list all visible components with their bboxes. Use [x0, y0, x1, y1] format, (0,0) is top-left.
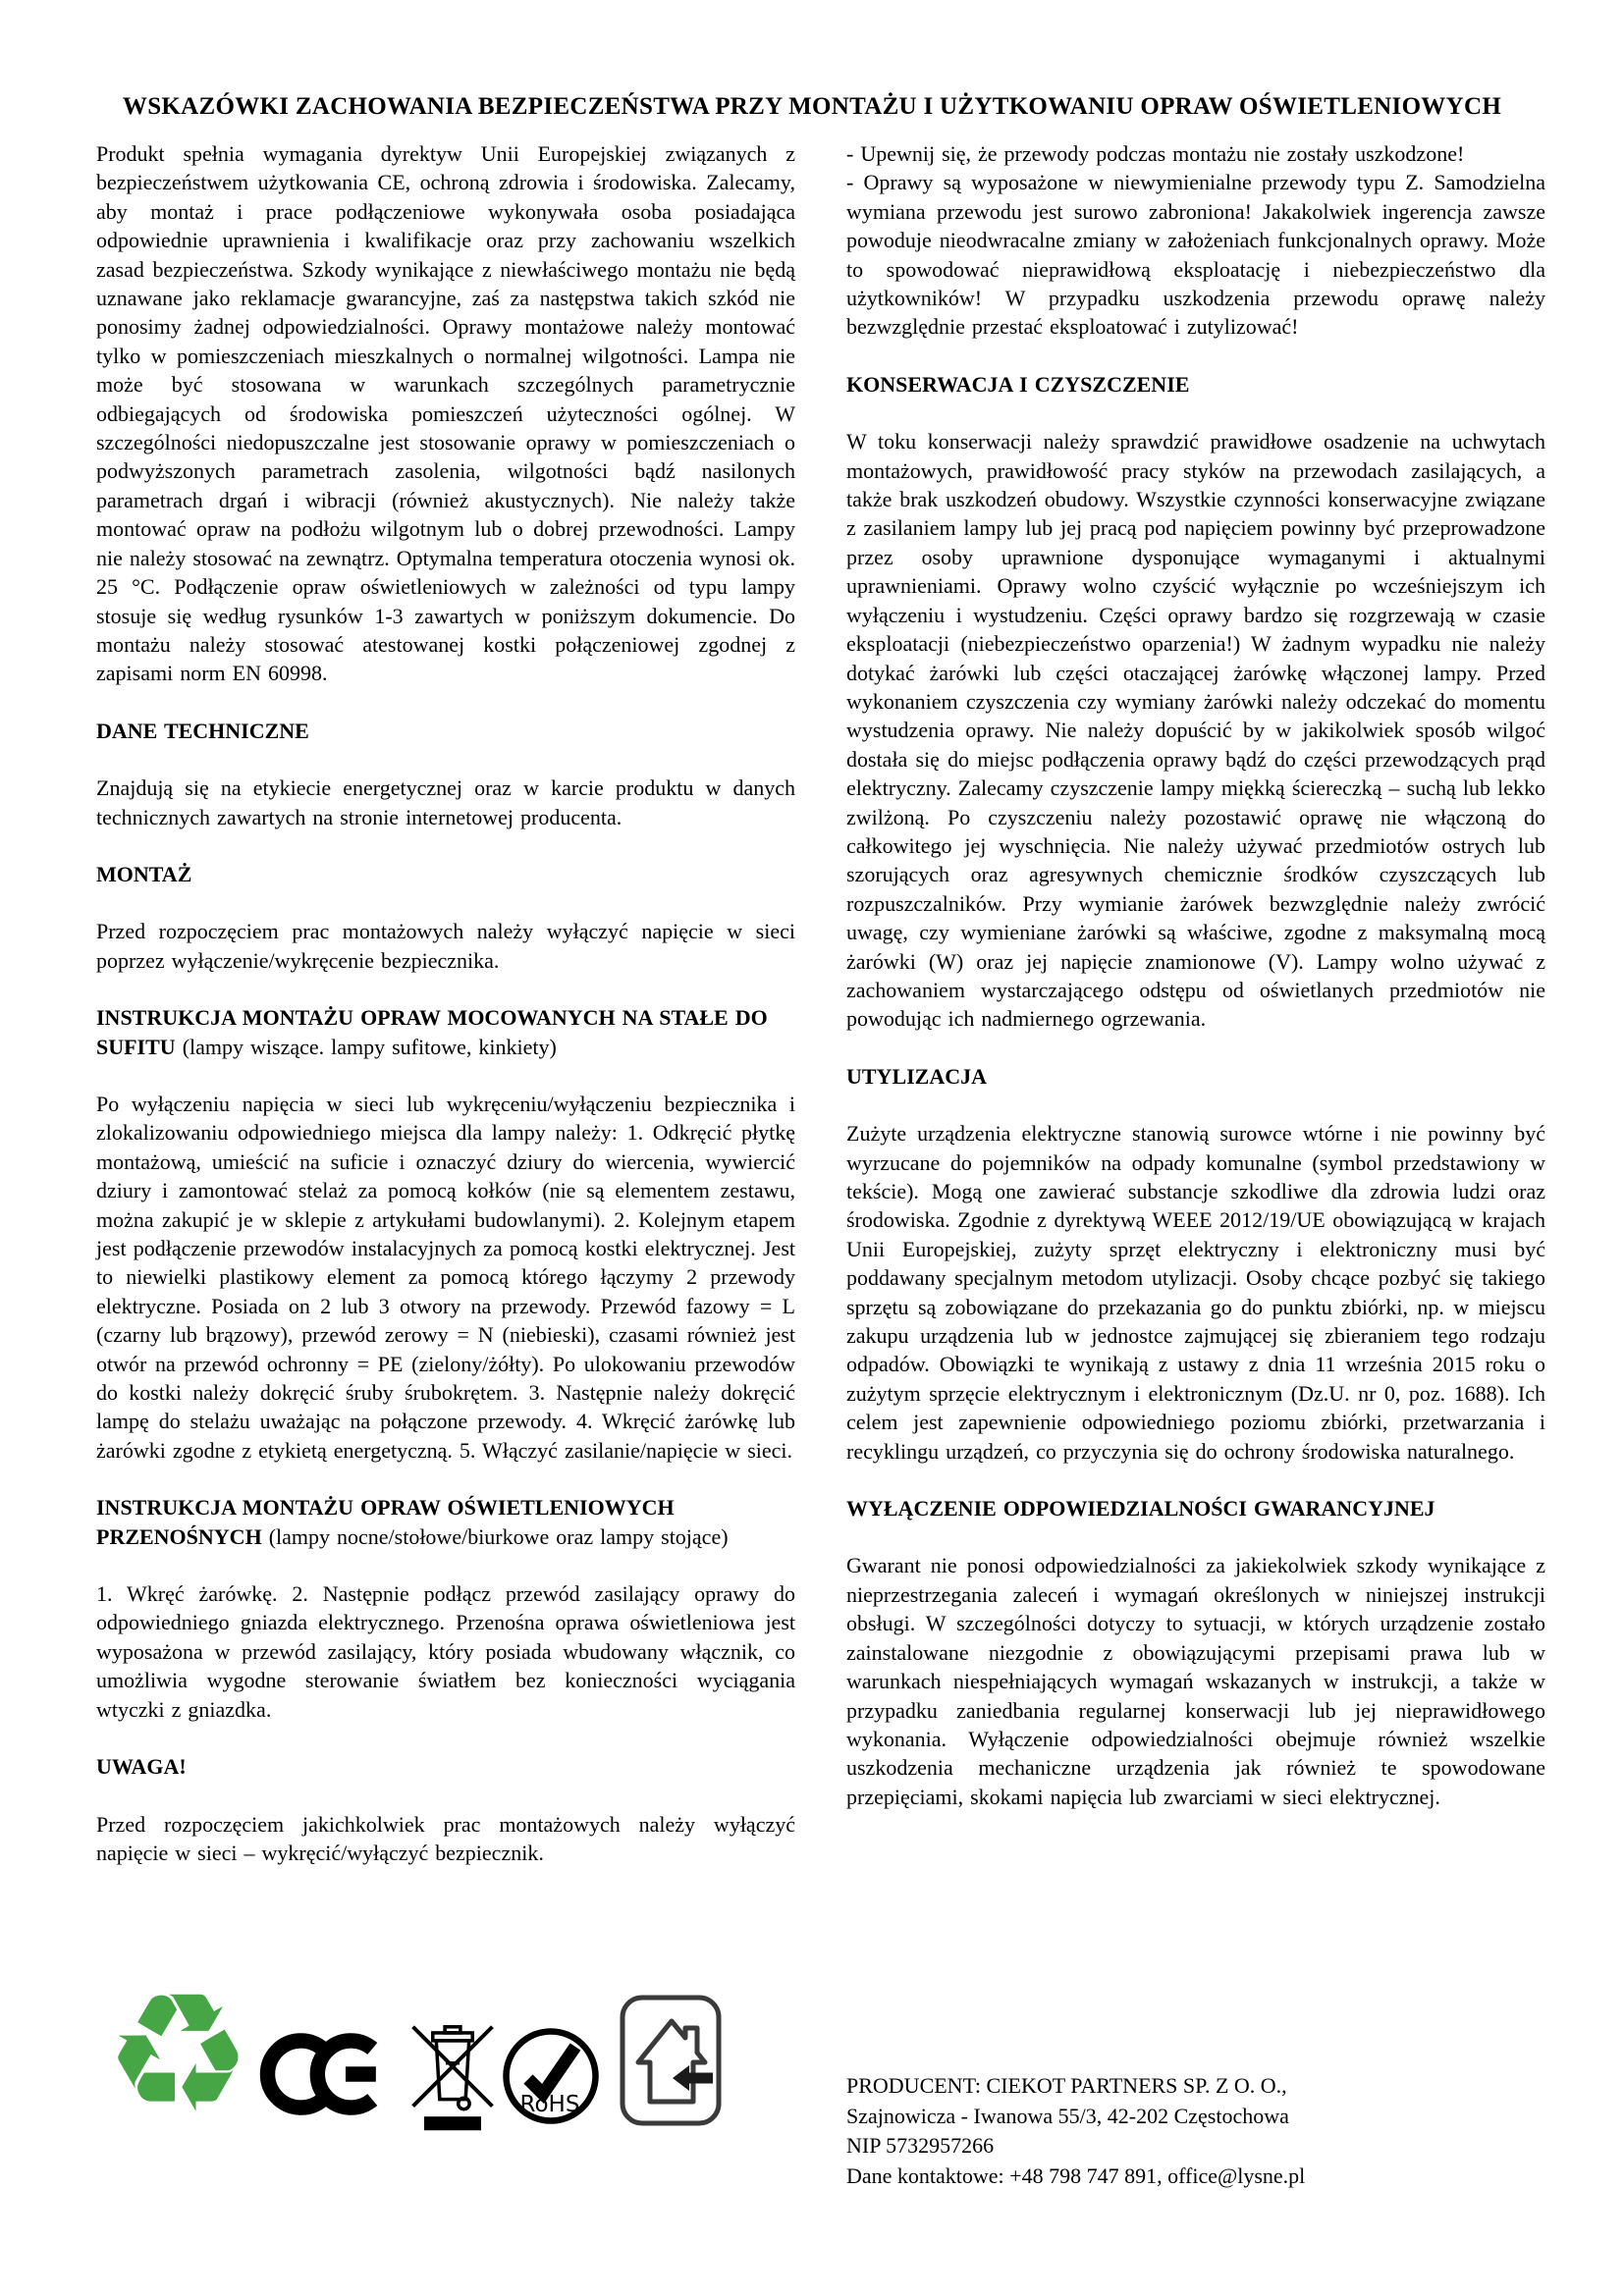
- paragraph-montaz: Przed rozpoczęciem prac montażowych należy wyłączyć napięcie w sieci poprzez wyłączenie/wykręcenie bezpiecznika.: [96, 919, 795, 973]
- section-heading-dane-techniczne: DANE TECHNICZNE: [96, 718, 309, 743]
- paragraph-utylizacja: Zużyte urządzenia elektryczne stanowią surowce wtórne i nie powinny być wyrzucane do pojemników na odpady komunalne (symbol przedstawiony w tekście). Mogą one zawierać substancje szkodliwe dla zdrowia ludzi oraz środowiska. Zgodnie z dyrektywą WEEE 2012/19/UE obowiązującą w krajach Unii Europejskiej, zużyty sprzęt elektryczny i elektroniczny musi być poddawany specjalnym metodom utylizacji. Osoby chcące pozbyć się takiego sprzętu są zobowiązane do przekazania go do punktu zbiórki, np. w miejscu zakupu urządzenia lub w jednostce zajmującej się zbieraniem tego rodzaju odpadów. Obowiązki te wynikają z ustawy z dnia 11 września 2015 roku o zużytym sprzęcie elektrycznym i elektronicznym (Dz.U. nr 0, poz. 1688). Ich celem jest zapewnienie odpowiedniego poziomu zbiórki, przetwarzania i recyklingu urządzeń, co przyczynia się do ochrony środowiska naturalnego.: [846, 1121, 1545, 1464]
- paragraph-instrukcja-sufit: Po wyłączeniu napięcia w sieci lub wykręceniu/wyłączeniu bezpiecznika i zlokalizowaniu odpowiedniego miejsca dla lampy należy: 1. Odkręcić płytkę montażową, umieścić na suficie i oznaczyć dziury do wiercenia, wywiercić dziury i zamontować stelaż za pomocą kołków (nie są elementem zestawu, można zakupić je w sklepie z artykułami budowlanymi). 2. Kolejnym etapem jest podłączenie przewodów instalacyjnych za pomocą kostki elektrycznej. Jest to niewielki plastikowy element za pomocą którego łączymy 2 przewody elektryczne. Posiada on 2 lub 3 otwory na przewody. Przewód fazowy = L (czarny lub brązowy), przewód zerowy = N (niebieski), czasami również jest otwór na przewód ochronny = PE (zielony/żółty). Po ulokowaniu przewodów do kostki należy dokręcić śruby śrubokrętem. 3. Następnie należy dokręcić lampę do stelażu uważając na połączone przewody. 4. Wkręcić żarówkę lub żarówki zgodne z etykietą energetyczną. 5. Włączyć zasilanie/napięcie w sieci.: [96, 1091, 795, 1463]
- producer-line: NIP 5732957266: [846, 2133, 995, 2158]
- ce-mark-icon: [258, 2028, 394, 2120]
- producer-line: Dane kontaktowe: +48 798 747 891, office@lysne.pl: [846, 2163, 1306, 2188]
- left-column: [96, 139, 795, 1867]
- paragraph-dane-techniczne: Znajdują się na etykiecie energetycznej oraz w karcie produktu w danych technicznych zawartych na stronie internetowej producenta.: [96, 775, 795, 829]
- heading-bold-part: INSTRUKCJA MONTAŻU OPRAW MOCOWANYCH NA STAŁE DO SUFITU: [96, 1005, 768, 1059]
- recycling-icon: ♻: [104, 1957, 252, 2150]
- producer-info: [846, 2071, 1305, 2191]
- bullet-paragraph-cords: - Oprawy są wyposażone w niewymienialne przewody typu Z. Samodzielna wymiana przewodu jest surowo zabroniona! Jakakolwiek ingerencja zawsze powoduje nieodwracalne zmiany w założeniach funkcjonalnych oprawy. Może to spowodować nieprawidłową eksploatację i niebezpieczeństwo dla użytkowników! W przypadku uszkodzenia przewodu oprawę należy bezwzględnie przestać eksploatować i zutylizować!: [846, 170, 1545, 340]
- section-heading-uwaga: UWAGA!: [96, 1754, 187, 1780]
- section-heading-montaz: MONTAŻ: [96, 861, 192, 886]
- heading-normal-part: (lampy nocne/stołowe/biurkowe oraz lampy stojące): [261, 1523, 729, 1549]
- section-heading-instrukcja-sufit: [96, 1003, 795, 1061]
- weee-crossed-bin-icon: [409, 2018, 496, 2132]
- paragraph-konserwacja: W toku konserwacji należy sprawdzić prawidłowe osadzenie na uchwytach montażowych, prawidłowość pracy styków na przewodach zasilających, a także brak uszkodzeń obudowy. Wszystkie czynności konserwacyjne związane z zasilaniem lampy lub jej pracą pod napięciem powinny być przeprowadzone przez osoby uprawnione dysponujące wymaganymi i aktualnymi uprawnieniami. Oprawy wolno czyścić wyłącznie po wcześniejszym ich wyłączeniu i wystudzeniu. Części oprawy bardzo się rozgrzewają w czasie eksploatacji (niebezpieczeństwo oparzenia!) W żadnym wypadku nie należy dotykać żarówki lub części otaczającej żarówkę włączonej lampy. Przed wykonaniem czyszczenia czy wymiany żarówki należy odczekać do momentu wystudzenia oprawy. Nie należy dopuścić by w jakikolwiek sposób wilgoć dostała się do miejsc podłączenia oprawy bądź do części przewodzących prąd elektryczny. Zalecamy czyszczenie lampy miękką ściereczką – suchą lub lekko zwilżoną. Po czyszczeniu należy pozostawić oprawę nie włączoną do całkowitego jej wyschnięcia. Nie należy używać przedmiotów ostrych lub szorujących oraz agresywnych chemicznie środków czyszczących lub rozpuszczalników. Przy wymianie żarówek bezwzględnie należy zwrócić uwagę, czy wymieniane żarówki są właściwe, zgodne z maksymalną mocą żarówki (W) oraz jej napięcie znamionowe (V). Lampy wolno używać z zachowaniem wystarczającego odstępu od oświetlanych przedmiotów nie powodując ich nadmiernego ogrzewania.: [846, 429, 1545, 1032]
- heading-bold-part: INSTRUKCJA MONTAŻU OPRAW OŚWIETLENIOWYCH PRZENOŚNYCH: [96, 1495, 675, 1549]
- paragraph-instrukcja-przenosne: 1. Wkręć żarówkę. 2. Następnie podłącz przewód zasilający oprawy do odpowiedniego gniazda elektrycznego. Przenośna oprawa oświetleniowa jest wyposażona w przewód zasilający, który posiada wbudowany włącznik, co umożliwia wygodne sterowanie światłem bez konieczności wyciągania wtyczki z gniazdka.: [96, 1581, 795, 1722]
- producer-line: Szajnowicza - Iwanowa 55/3, 42-202 Częstochowa: [846, 2103, 1289, 2128]
- section-heading-utylizacja: UTYLIZACJA: [846, 1063, 988, 1089]
- right-column: [846, 139, 1545, 1811]
- page-title: WSKAZÓWKI ZACHOWANIA BEZPIECZEŃSTWA PRZY MONTAŻU I UŻYTKOWANIU OPRAW OŚWIETLENIOWYCH: [122, 93, 1502, 120]
- rohs-label: RoHS: [519, 2092, 580, 2117]
- paragraph-uwaga: Przed rozpoczęciem jakichkolwiek prac montażowych należy wyłączyć napięcie w sieci – wykręcić/wyłączyć bezpiecznik.: [96, 1811, 795, 1865]
- paragraph-intro: Produkt spełnia wymagania dyrektyw Unii Europejskiej związanych z bezpieczeństwem użytkowania CE, ochroną zdrowia i środowiska. Zalecamy, aby montaż i prace podłączeniowe wykonywała osoba posiadająca odpowiednie uprawnienia i kwalifikacje oraz przy zachowaniu wszelkich zasad bezpieczeństwa. Szkody wynikające z niewłaściwego montażu nie będą uznawane jako reklamacje gwarancyjne, zaś za następstwa takich szkód nie ponosimy żadnej odpowiedzialności. Oprawy montażowe należy montować tylko w pomieszczeniach mieszkalnych o normalnej wilgotności. Lampa nie może być stosowana w warunkach szczególnych parametrycznie odbiegających od środowiska pomieszczeń użyteczności ogólnej. W szczególności niedopuszczalne jest stosowanie oprawy w pomieszczeniach o podwyższonych parametrach zasolenia, wilgotności bądź nasilonych parametrach drgań i wibracji (również akustycznych). Nie należy także montować opraw na podłożu wilgotnym lub o dobrej przewodności. Lampy nie należy stosować na zewnątrz. Optymalna temperatura otoczenia wynosi ok. 25 °C. Podłączenie opraw oświetleniowych w zależności od typu lampy stosuje się według rysunków 1-3 zawartych w poniższym dokumencie. Do montażu należy stosować atestowanej kostki połączeniowej zgodnej z zapisami norm EN 60998.: [96, 141, 795, 686]
- paragraph-gwarancja: Gwarant nie ponosi odpowiedzialności za jakiekolwiek szkody wynikające z nieprzestrzegania zaleceń i wymagań określonych w niniejszej instrukcji obsługi. W szczególności dotyczy to sytuacji, w których urządzenie zostało zainstalowane niezgodnie z obowiązującymi przepisami prawa lub w warunkach niespełniających wymagań wskazanych w instrukcji, a także w przypadku zaniedbania regularnej konserwacji lub jej nieprawidłowego wykonania. Wyłączenie odpowiedzialności obejmuje również wszelkie uszkodzenia mechaniczne urządzenia jak również te spowodowane przepięciami, skokami napięcia lub zwarciami w sieci elektrycznej.: [846, 1553, 1545, 1809]
- heading-normal-part: (lampy wiszące. lampy sufitowe, kinkiety): [175, 1034, 557, 1059]
- section-heading-wylaczenie: WYŁĄCZENIE ODPOWIEDZIALNOŚCI GWARANCYJNEJ: [846, 1496, 1435, 1522]
- section-heading-instrukcja-przenosne: [96, 1493, 795, 1551]
- indoor-house-icon: [618, 1993, 724, 2128]
- section-heading-konserwacja: KONSERWACJA I CZYSZCZENIE: [846, 371, 1190, 397]
- producer-line: PRODUCENT: CIEKOT PARTNERS SP. Z O. O.,: [846, 2073, 1287, 2098]
- bullet-line-wires: - Upewnij się, że przewody podczas montażu nie zostały uszkodzone!: [846, 141, 1465, 166]
- rohs-icon: [502, 2026, 600, 2126]
